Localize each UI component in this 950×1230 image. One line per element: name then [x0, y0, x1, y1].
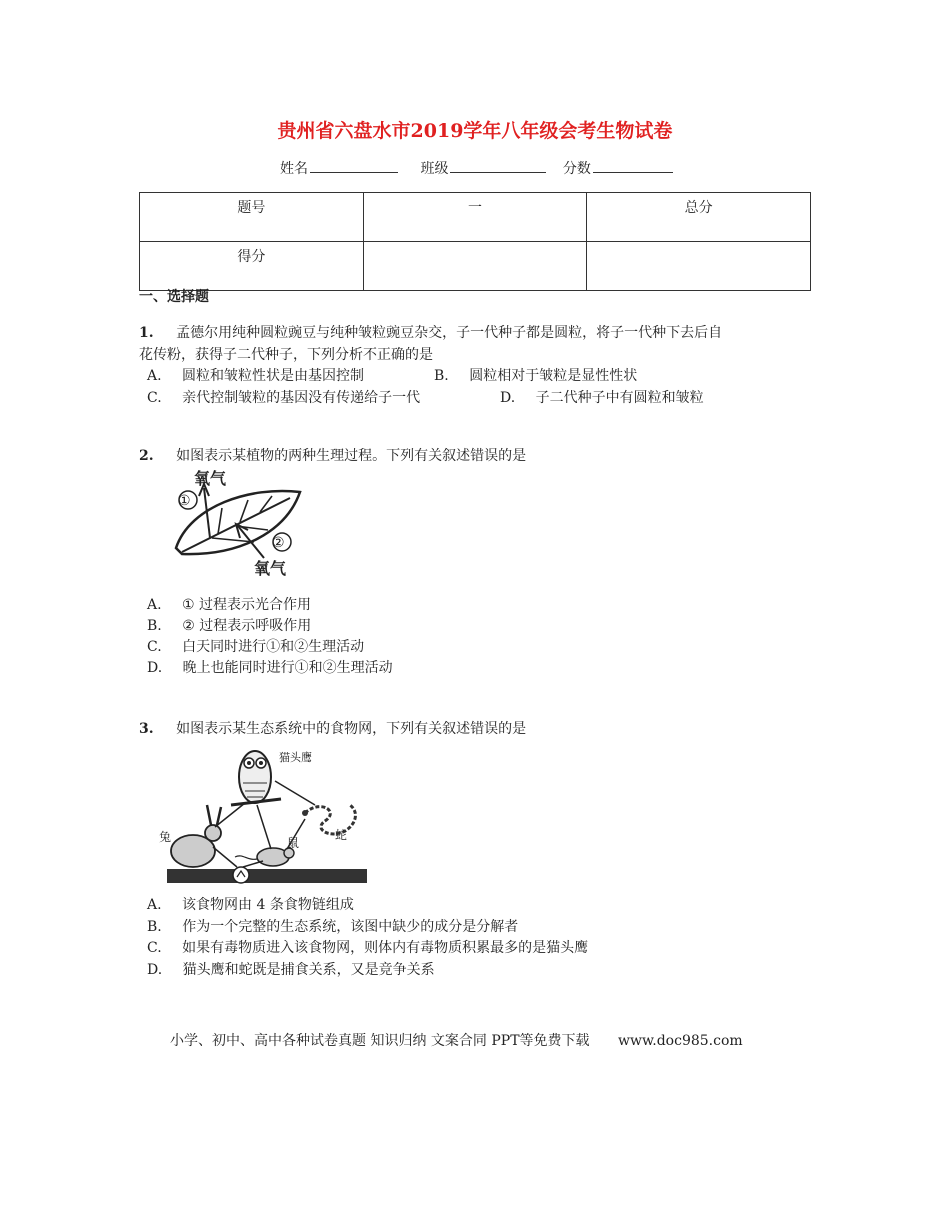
option-letter: B. [147, 919, 162, 935]
table-cell-score-total [587, 242, 811, 291]
table-cell-total: 总分 [587, 193, 811, 242]
option-text: 该食物网由 4 条食物链组成 [182, 897, 354, 913]
owl-label: 猫头鹰 [279, 751, 312, 764]
class-label: 班级 [420, 161, 449, 177]
footer-link[interactable]: www.doc985.com [617, 1033, 743, 1049]
table-row [140, 193, 811, 242]
table-cell-section-one: 一 [363, 193, 587, 242]
question-2-option-a [147, 594, 311, 614]
rabbit-label: 兔 [159, 830, 172, 844]
process-mark-1: ① [178, 493, 191, 509]
table-cell-score-label: 得分 [140, 242, 364, 291]
oxygen-label-bottom: 氧气 [254, 559, 287, 578]
table-row [140, 242, 811, 291]
question-3-option-d [147, 959, 435, 979]
rabbit-icon [171, 805, 221, 867]
student-info-line [280, 158, 673, 178]
question-2-option-d [147, 657, 393, 677]
question-3-stem [139, 718, 526, 738]
question-1-stem [139, 322, 722, 342]
question-3-option-c [147, 937, 588, 957]
question-number: 2. [139, 448, 154, 464]
question-1-option-c [147, 387, 420, 407]
snake-icon [302, 805, 355, 834]
snake-label: 蛇 [335, 828, 348, 842]
option-text: 亲代控制皱粒的基因没有传递给子一代 [182, 390, 421, 406]
score-table [139, 192, 811, 291]
score-blank [593, 158, 673, 173]
oxygen-label-top: 氧气 [194, 469, 227, 488]
option-letter: A. [147, 597, 162, 613]
section-heading: 一、选择题 [139, 289, 209, 305]
option-text: 如果有毒物质进入该食物网，则体内有毒物质积累最多的是猫头鹰 [182, 940, 589, 956]
ground [167, 869, 367, 883]
option-letter: A. [147, 368, 162, 384]
question-3-option-a [147, 894, 354, 914]
option-letter: C. [147, 639, 162, 655]
mouse-label: 鼠 [287, 836, 300, 850]
question-2-stem [139, 445, 526, 465]
option-text: 作为一个完整的生态系统，该图中缺少的成分是分解者 [182, 919, 519, 935]
option-text: 圆粒相对于皱粒是显性性状 [469, 368, 638, 384]
option-text: 猫头鹰和蛇既是捕食关系，又是竞争关系 [182, 962, 435, 978]
footer [170, 1030, 743, 1050]
score-label: 分数 [562, 161, 591, 177]
question-number: 3. [139, 721, 154, 737]
name-blank [310, 158, 398, 173]
table-cell-score-one [363, 242, 587, 291]
option-letter: C. [147, 940, 162, 956]
option-text: ① 过程表示光合作用 [182, 597, 312, 613]
option-letter: A. [147, 897, 162, 913]
grass-icon [233, 867, 249, 883]
option-letter: C. [147, 390, 162, 406]
owl-icon [231, 751, 281, 805]
option-text: 圆粒和皱粒性状是由基因控制 [182, 368, 365, 384]
option-letter: D. [500, 390, 516, 406]
name-label: 姓名 [280, 161, 308, 177]
question-1-option-a [147, 365, 364, 385]
question-text: 如图表示某植物的两种生理过程。下列有关叙述错误的是 [176, 448, 527, 464]
process-mark-2: ② [272, 535, 285, 551]
option-text: ② 过程表示呼吸作用 [182, 618, 312, 634]
option-text: 子二代种子中有圆粒和皱粒 [535, 390, 704, 406]
option-text: 白天同时进行①和②生理活动 [182, 639, 365, 655]
option-letter: D. [147, 962, 163, 978]
table-cell-question-number: 题号 [140, 193, 364, 242]
mouse-icon [235, 848, 294, 866]
question-1-stem-continued: 花传粉，获得子二代种子，下列分析不正确的是 [139, 347, 433, 363]
question-2-option-c [147, 636, 364, 656]
footer-text: 小学、初中、高中各种试卷真题 知识归纳 文案合同 PPT等免费下载 [170, 1033, 590, 1049]
question-2-option-b [147, 615, 311, 635]
question-3-option-b [147, 916, 518, 936]
leaf-figure [168, 468, 318, 580]
class-blank [450, 158, 546, 173]
question-text: 如图表示某生态系统中的食物网，下列有关叙述错误的是 [176, 721, 527, 737]
exam-title: 贵州省六盘水市2019学年八年级会考生物试卷 [277, 120, 673, 142]
option-letter: D. [147, 660, 163, 676]
question-text: 孟德尔用纯种圆粒豌豆与纯种皱粒豌豆杂交，子一代种子都是圆粒，将子一代种下去后自 [176, 325, 723, 341]
option-text: 晚上也能同时进行①和②生理活动 [182, 660, 393, 676]
option-letter: B. [434, 368, 449, 384]
food-web-figure [155, 743, 370, 889]
arrow-oxygen-in [238, 526, 264, 558]
question-number: 1. [139, 325, 154, 341]
question-1-option-b [434, 365, 637, 385]
question-1-option-d [500, 387, 704, 407]
option-letter: B. [147, 618, 162, 634]
